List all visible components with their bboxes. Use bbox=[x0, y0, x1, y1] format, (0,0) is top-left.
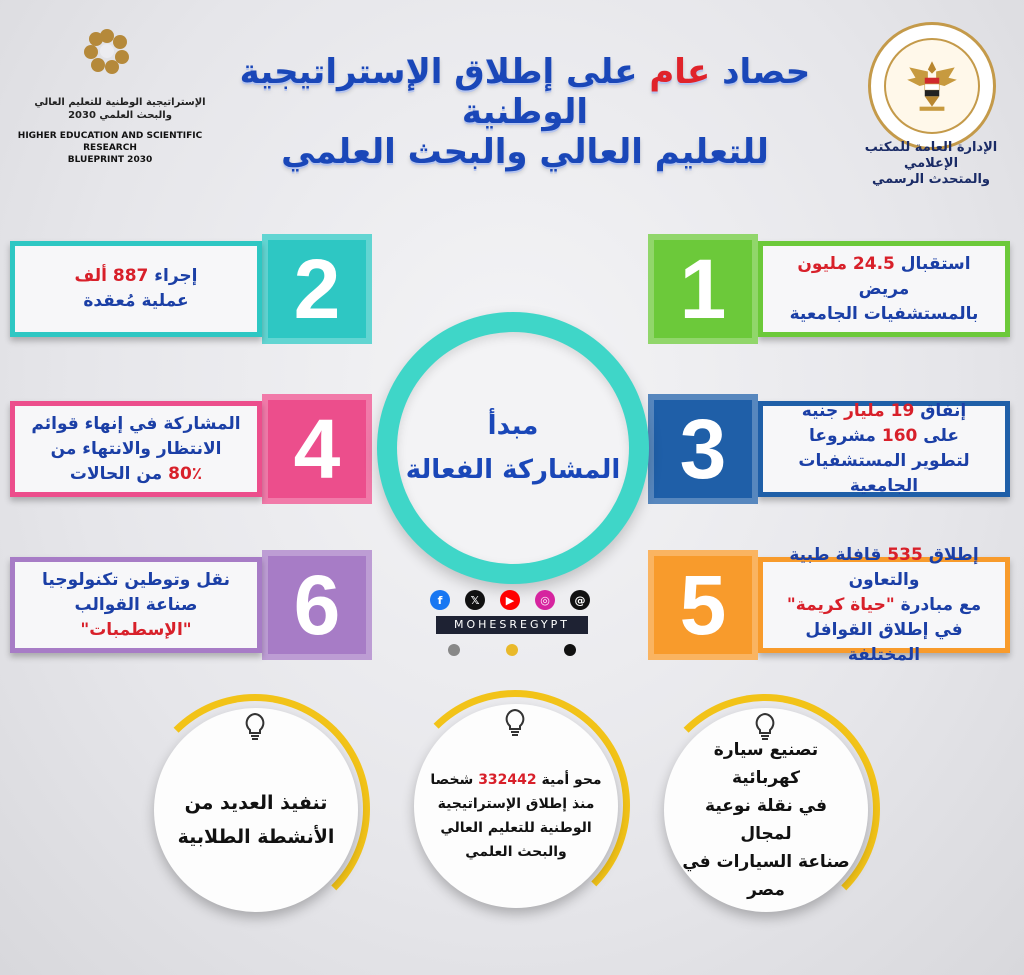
bulb-line: والبحث العلمي bbox=[465, 844, 567, 860]
lightbulb-icon bbox=[243, 712, 267, 742]
decorative-dot bbox=[448, 644, 460, 656]
card-line: إجراء 887 ألف bbox=[74, 266, 198, 286]
ministry-caption-line: الإدارة العامة للمكتب الإعلامي bbox=[864, 140, 998, 171]
page-title-line-1 bbox=[180, 52, 870, 132]
bulb-line: صناعة السيارات في مصر bbox=[682, 852, 850, 900]
card-number: 2 bbox=[262, 234, 372, 344]
bulb-card-3 bbox=[140, 694, 370, 924]
card-text bbox=[758, 544, 1010, 665]
strategy-title-en-line: HIGHER EDUCATION AND SCIENTIFIC RESEARCH bbox=[17, 131, 203, 153]
card-line: نقل وتوطين تكنولوجيا bbox=[42, 569, 230, 590]
card-number: 5 bbox=[648, 550, 758, 660]
center-line: مبدأ bbox=[487, 411, 539, 441]
bulb-line: في نقلة نوعية لمجال bbox=[705, 796, 827, 844]
page-title-line-2: للتعليم العالي والبحث العلمي bbox=[281, 132, 769, 172]
title-highlight: عام bbox=[649, 52, 711, 92]
center-principle-circle bbox=[377, 312, 649, 584]
bulb-line: الوطنية للتعليم العالي bbox=[440, 820, 592, 836]
decorative-dot bbox=[564, 644, 576, 656]
card-line: في إطلاق القوافل المختلفة bbox=[805, 619, 963, 665]
card-line: على 160 مشروعا bbox=[808, 426, 960, 446]
card-line: مع مبادرة "حياة كريمة" bbox=[786, 594, 982, 615]
bulb-line: تنفيذ العديد من bbox=[184, 792, 328, 814]
card-line: الانتظار والانتهاء من bbox=[50, 438, 222, 459]
strategy-title-ar-line: والبحث العلمي 2030 bbox=[68, 110, 172, 121]
facebook-icon[interactable]: f bbox=[430, 590, 450, 610]
card-line: عملية مُعقدة bbox=[83, 291, 189, 311]
card-line: بالمستشفيات الجامعية bbox=[789, 303, 979, 324]
card-text bbox=[758, 241, 1010, 337]
threads-icon[interactable]: @ bbox=[570, 590, 590, 610]
ministry-logo bbox=[868, 22, 996, 150]
card-6 bbox=[10, 550, 372, 660]
center-line: المشاركة الفعالة bbox=[405, 455, 621, 485]
card-2 bbox=[10, 234, 372, 344]
card-number: 1 bbox=[648, 234, 758, 344]
strategy-title-ar bbox=[20, 96, 220, 122]
title-rest: على إطلاق الإستراتيجية الوطنية bbox=[239, 52, 638, 132]
social-handle[interactable]: MOHESREGYPT bbox=[436, 616, 588, 634]
card-3 bbox=[648, 394, 1010, 504]
x-icon[interactable]: 𝕏 bbox=[465, 590, 485, 610]
strategy-title-ar-line: الإستراتيجية الوطنية للتعليم العالي bbox=[34, 97, 206, 108]
youtube-icon[interactable]: ▶ bbox=[500, 590, 520, 610]
strategy-title-en-line: BLUEPRINT 2030 bbox=[67, 155, 153, 165]
strategy-flower-logo-icon bbox=[84, 28, 130, 74]
lightbulb-icon bbox=[503, 708, 527, 738]
decorative-dot bbox=[506, 644, 518, 656]
bulb-card-2 bbox=[400, 690, 630, 920]
card-line: إنفاق 19 مليار جنيه bbox=[801, 401, 967, 421]
title-word: حصاد bbox=[722, 52, 811, 92]
bulb-line: محو أمية 332442 شخصا bbox=[430, 772, 602, 788]
card-line: إطلاق 535 قافلة طبية والتعاون bbox=[789, 544, 979, 590]
card-text bbox=[10, 557, 262, 653]
card-line: لتطوير المستشفيات الجامعية bbox=[798, 451, 970, 496]
card-5 bbox=[648, 544, 1010, 665]
ministry-caption-line: والمتحدث الرسمي bbox=[872, 172, 990, 187]
card-line: 80٪ من الحالات bbox=[69, 463, 203, 484]
social-icons bbox=[430, 590, 590, 612]
card-line: المشاركة في إنهاء قوائم bbox=[31, 413, 241, 434]
card-1 bbox=[648, 234, 1010, 344]
card-line: صناعة القوالب bbox=[74, 594, 198, 615]
lightbulb-icon bbox=[753, 712, 777, 742]
ministry-caption bbox=[846, 140, 1016, 188]
bulb-card-1 bbox=[650, 694, 880, 924]
card-line: "الإسطمبات" bbox=[80, 619, 192, 640]
card-text bbox=[10, 241, 262, 337]
bulb-line: منذ إطلاق الإستراتيجية bbox=[437, 796, 595, 812]
bulb-line: الأنشطة الطلابية bbox=[177, 826, 335, 848]
card-4 bbox=[10, 394, 372, 504]
card-line: استقبال 24.5 مليون مريض bbox=[797, 253, 971, 299]
instagram-icon[interactable]: ◎ bbox=[535, 590, 555, 610]
bulb-line: تصنيع سيارة كهربائية bbox=[713, 740, 819, 788]
card-text bbox=[10, 401, 262, 497]
card-number: 6 bbox=[262, 550, 372, 660]
strategy-title-en bbox=[0, 130, 220, 166]
card-text bbox=[758, 401, 1010, 497]
card-number: 3 bbox=[648, 394, 758, 504]
card-number: 4 bbox=[262, 394, 372, 504]
eagle-emblem-icon bbox=[901, 55, 963, 117]
